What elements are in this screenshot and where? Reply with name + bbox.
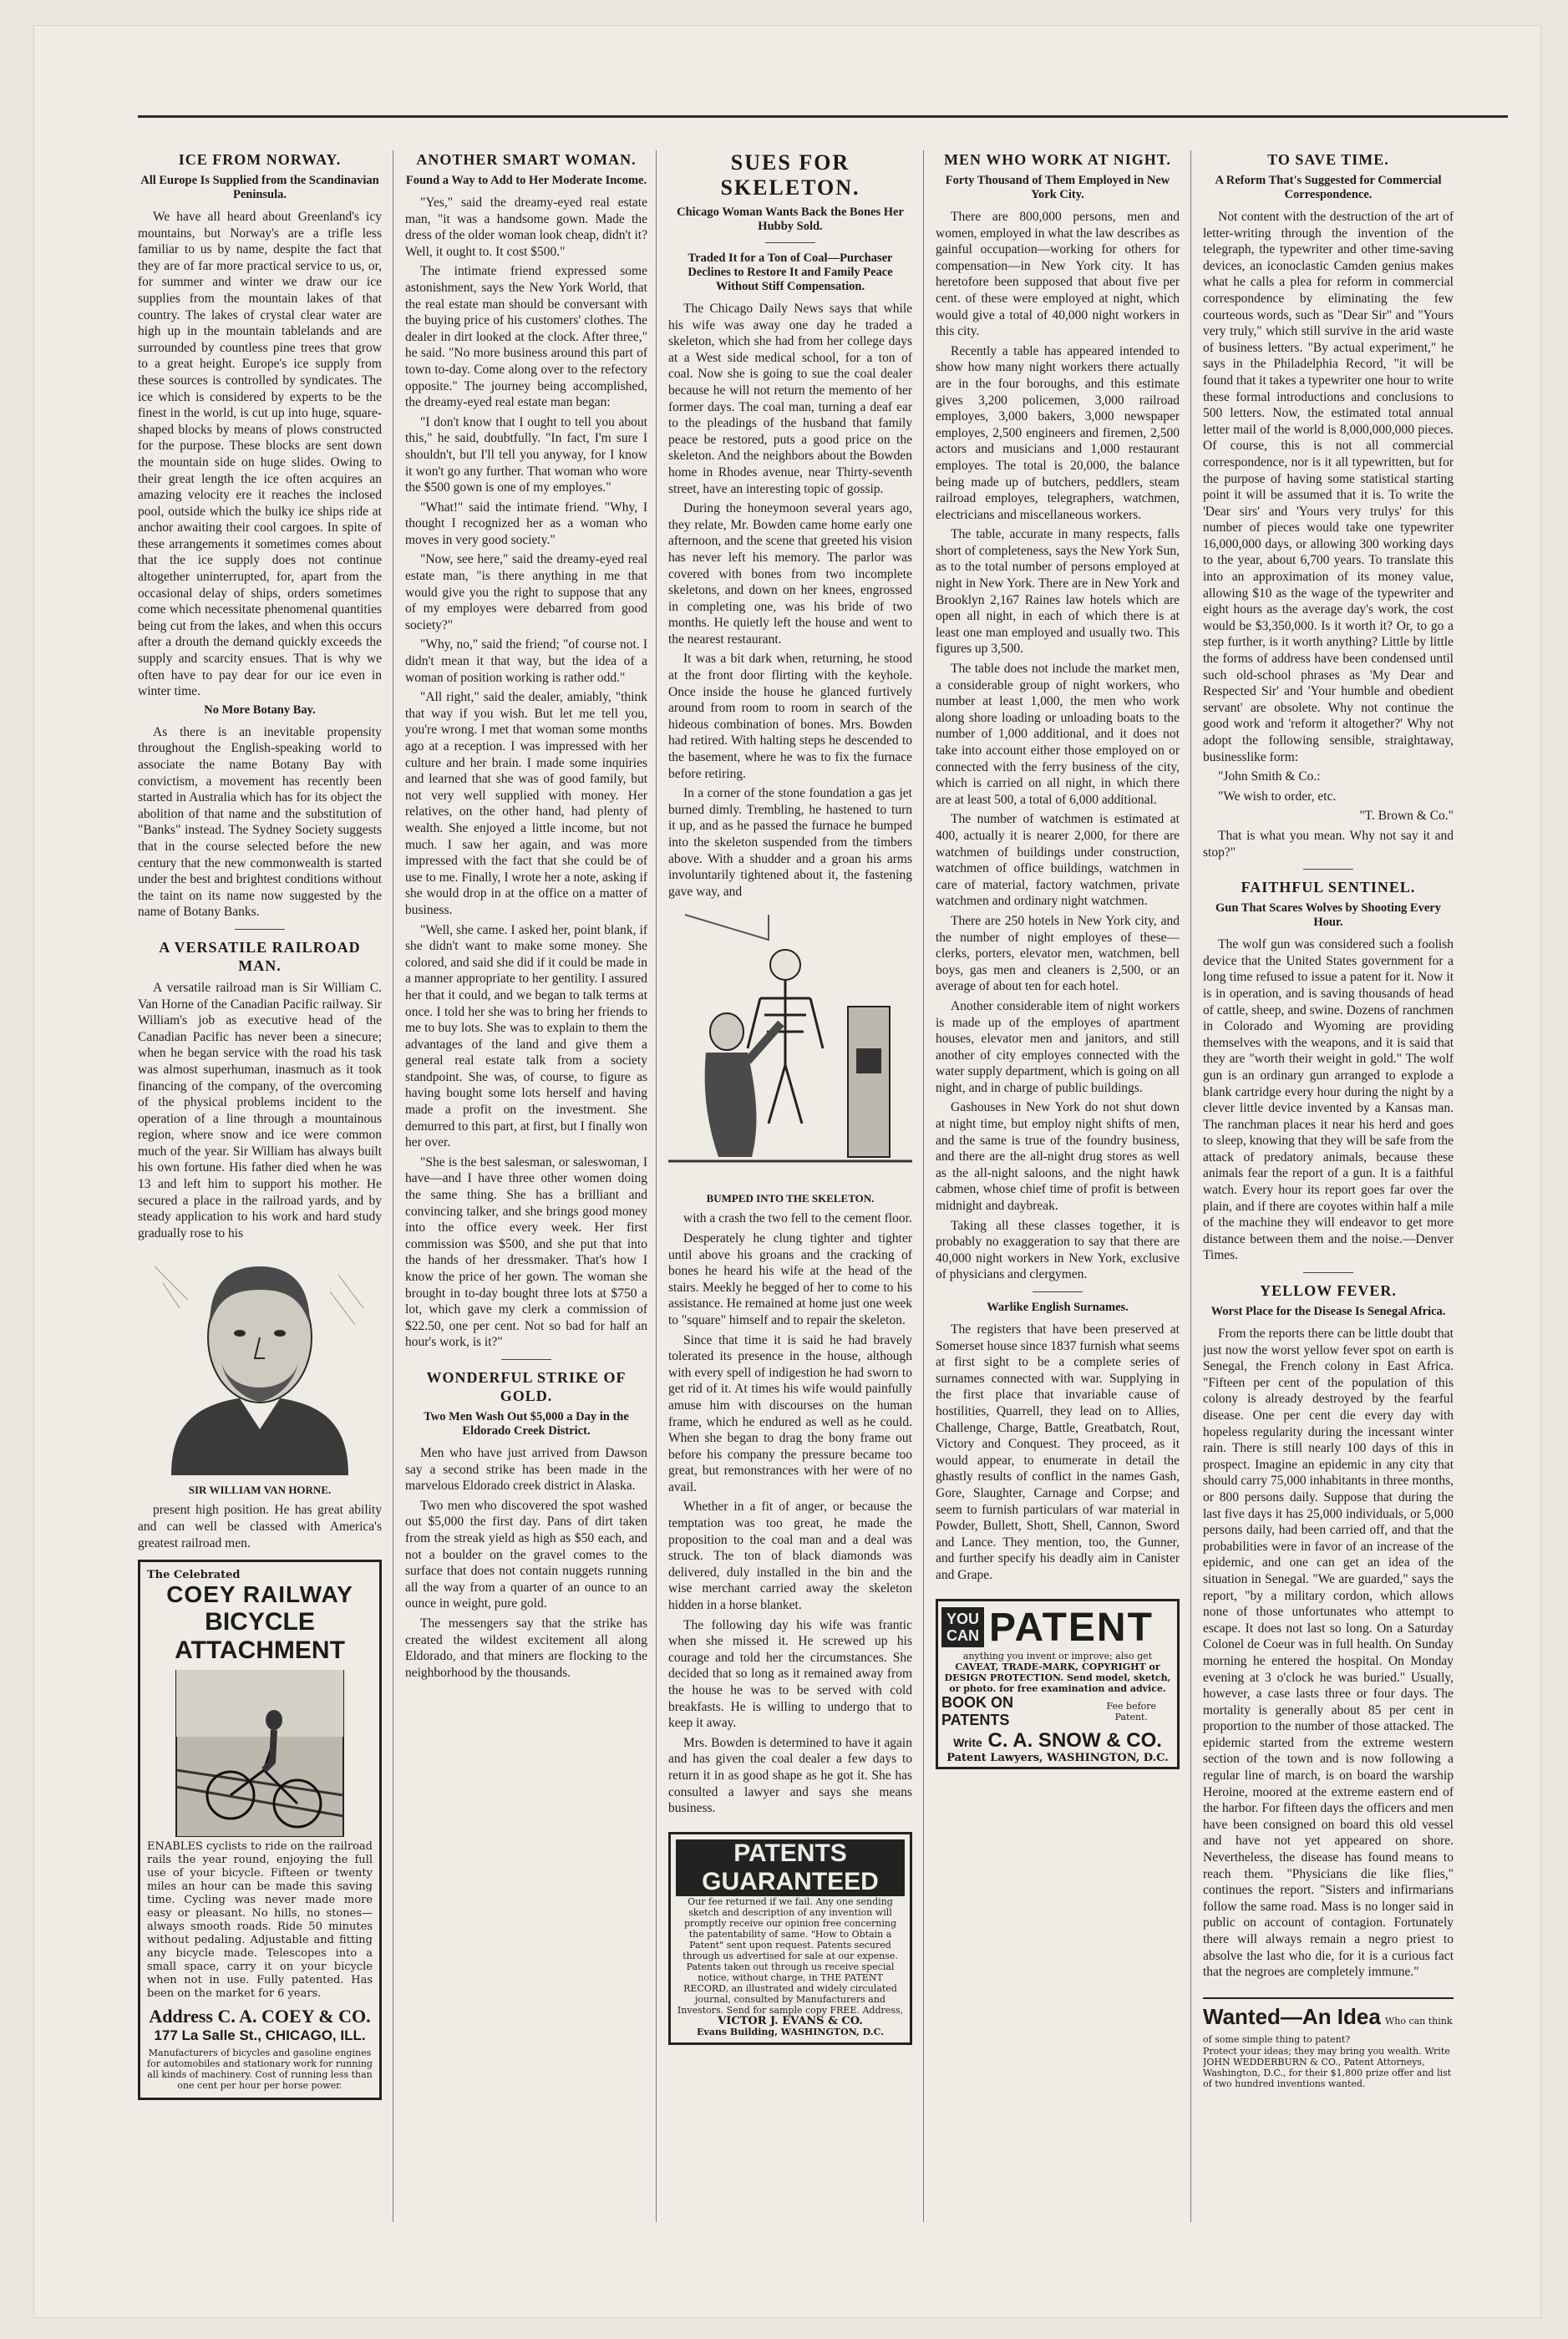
article-paragraph: The intimate friend expressed some astonishment, says the New York World, that the real estate man should be conversant with the buying price of his customers' clothes. The dealer in dirt looked at the clock. After three," he said. "No more business around this part of town to-day. Come along over to the refectory opposite." The journey being accomplished, the dreamy-eyed real estate man began: xyxy=(405,264,647,410)
ad-line: CAVEAT, TRADE-MARK, COPYRIGHT or DESIGN PROTECTION. Send model, sketch, or photo. for free examination and advice. xyxy=(944,1661,1171,1694)
article-title: WONDERFUL STRIKE OF GOLD. xyxy=(426,1368,627,1404)
article-paragraph: "She is the best salesman, or saleswoman, I have—and I have three other women doing the same thing. She has a brilliant and convincing talker, and she brings good money into the office every week. Her first commission was $500, and she put that into the hands of her dressmaker. That's how I know the price of her gown. The woman she brought in to-day bought three lots at $750 a lot, which gave my clerk a commission of $22.50, one per cent. Not so bad for half an hour's work, is it?" xyxy=(405,1154,647,1350)
article-paragraph: Recently a table has appeared intended to show how many night workers there actually are in the four boroughs, and this estimate gives 3,200 policemen, 3,000 railroad employes, 3,000 bakers, 3,000 newspaper employes, 2,500 engineers and firemen, 2,500 actors and musicians and 1,000 restaurant employes. The total is 20,000, the balance being made up of butchers, peddlers, steam railroad employes, telegraphers, watchmen, electricians and miscellaneous workers. xyxy=(936,343,1180,522)
ad-company xyxy=(147,2006,373,2027)
column-rule-2 xyxy=(656,150,657,2222)
article-paragraph: Another considerable item of night workers is made up of the employes of apartment houses, elevator men and janitors, and still another of city employes connected with the water supply department, which is going on all night, and in charge of public buildings. xyxy=(936,998,1180,1095)
portrait-caption: SIR WILLIAM VAN HORNE. xyxy=(188,1484,332,1497)
article-paragraph: Taking all these classes together, it is probably no exaggeration to say that there are 40,000 night workers in New York, exclusive of physicians and clergymen. xyxy=(936,1218,1180,1282)
ad-head: PATENTS GUARANTEED xyxy=(676,1839,905,1896)
newspaper-page xyxy=(33,25,1541,2318)
column-3 xyxy=(668,150,912,2289)
article-paragraph: There are 800,000 persons, men and women, employed in what the law describes as gainful occupation—working for others for compensation—in New York city. It has heretofore been supposed that about five per cent. of these were employed at night, which would give a total of 40,000 night workers in this city. xyxy=(936,210,1180,339)
article-paragraph: "What!" said the intimate friend. "Why, I thought I recognized her as a woman who moves in very good society." xyxy=(405,500,647,547)
column-rule-3 xyxy=(923,150,924,2222)
divider xyxy=(765,242,815,243)
article-paragraph: A versatile railroad man is Sir William C. Van Horne of the Canadian Pacific railway. Sir William's job as executive head of the Canadian Pacific has never been a sinecure; when he began service with the road his task was almost superhuman, inasmuch as it took financing of the company, of the overcoming of the physical problems incident to the operation of a line through a mountainous region, where snow and ice were common much of the year. Sir William has always built his own fortune. His father died when he was 13 and left him to support his mother. He secured a place in the railroad yards, and by steady application to his work and hard study gradually rose to his xyxy=(138,980,382,1241)
you-label: YOU xyxy=(946,1611,980,1627)
article-paragraph: The wolf gun was considered such a foolish device that the United States government for a long time refused to issue a patent for it. Now it is in operation, and is saving thousands of head of cattle, sheep, and swine. Dozens of ranchmen in Colorado and Wyoming are providing themselves with the weapons, and it is said that they are "worth their weight in gold." The wolf gun is an ordinary gun arranged to explode a blank cartridge every hour during the night by a clever little device invented by a Kansas man. The ranchman places it near his herd and goes to sleep, knowing that they will be safe from the attack of predatory animals, because these animals fear the report of a gun. It is a faithful watch. Every hour its report goes far over the plain, and if there are coyotes within half a mile of the machine they will endeavor to get more distance between them and the noise.—Denver Times. xyxy=(1203,937,1454,1263)
ad-kicker: The Celebrated xyxy=(147,1569,241,1582)
article-paragraph: Gashouses in New York do not shut down at night time, but employ night shifts of men, and the same is true of the foundry business, and there are the all-night drug stores as well as the all-night saloons, and the night hawk cabmen, whose chief time of profit is between midnight and daybreak. xyxy=(936,1100,1180,1214)
ad-body: Our fee returned if we fail. Any one sending sketch and description of any invention will promptly receive our opinion free concerning the patentability of same. "How to Obtain a Patent" sent upon request. Patents secured through us advertised for sale at our expense. Patents taken out through us receive special notice, without charge, in THE PATENT RECORD, an illustrated and widely circulated journal, consulted by Manufacturers and Investors. Send for sample copy FREE. Address, xyxy=(677,1895,904,2016)
article-deck: Traded It for a Ton of Coal—Purchaser Declines to Restore It and Family Peace Without Stiff Compensation. xyxy=(688,251,893,293)
column-1 xyxy=(138,150,382,2289)
ad-write: Write xyxy=(953,1735,982,1749)
ad-product: BICYCLE ATTACHMENT xyxy=(175,1608,345,1665)
ad-header xyxy=(941,1605,1174,1651)
article-paragraph: Two men who discovered the spot washed out $5,000 the first day. Pans of dirt taken from the streak yield as high as $50 each, and not a boulder on the gravel comes to the surface that does not contain nuggets running all the way from a quarter of an ounce to an ounce in weight, pure gold. xyxy=(405,1498,647,1611)
article-title: MEN WHO WORK AT NIGHT. xyxy=(944,151,1171,168)
patents-guaranteed-ad xyxy=(668,1832,912,2045)
article-paragraph: From the reports there can be little doubt that just now the worst yellow fever spot on earth is Senegal, the French colony in East Africa. "Fifteen per cent of the population of this colony is already destroyed by the fearful disease. One per cent die every day with hopeless regularity during the incessant winter rain. There is still nearly 100 days of this in prospect. Imagine an epidemic in any city that should carry 75,000 inhabitants in three months, or 800 persons daily. Suppose that during the last five days it has 25,000 individuals, or 5,000 persons daily, had been carried off, and that the probabilities were in favor of an increase of the epidemic, and one can get an idea of the situation in Senegal. "We are guarded," says the report, "by a military cordon, which allows none of those unfortunates who attempt to escape. It does not last so long. On a Saturday Colonel de Coeur was in full health. On Sunday morning he entered the hospital. On Monday evening at 3 o'clock he was buried." Usually, however, a case lasts three or four days. The mortality is generally about 85 per cent in proportion to the number of those attacked. The epidemic started from the extreme western section of the town and is now following a regular line of march, is on board the warship Heroine, moored at the extreme eastern end of the harbor. For fifteen days the officers and men have been consigned on board this old vessel and have not yet appeared on shore. Nevertheless, the disease has found means to reach them. "Physicians die like flies," continues the report. "Sisters and infirmarians follow the same road. Mass is no longer said in public on account of contagion. Fortunately there will always remain a negro priest to absolve the last who die, for it is a curious fact that the negroes are completely immune." xyxy=(1203,1327,1454,1980)
article-subtitle: Worst Place for the Disease Is Senegal Africa. xyxy=(1210,1305,1446,1319)
article-paragraph: Whether in a fit of anger, or because the temptation was too great, he made the proposition to the coal man and a deal was struck. The ton of black diamonds was delivered, duly installed in the bin and the wise merchant carried away the skeleton hidden in a horse blanket. xyxy=(668,1499,912,1613)
top-rule xyxy=(138,115,1508,118)
skeleton-illustration xyxy=(668,906,912,1185)
article-paragraph: It was a bit dark when, returning, he stood at the front door flirting with the keyhole. Once inside the house he glanced furtively around from room to room in search of the hideous combination of bones. Mrs. Bowden had retired. With halting steps he descended to the basement, where he was to fix the furnace before retiring. xyxy=(668,652,912,781)
you-can-badge xyxy=(941,1607,984,1647)
column-5 xyxy=(1203,150,1454,2289)
ad-company-name: C. A. COEY & CO. xyxy=(217,2006,371,2027)
ad-footnote: Manufacturers of bicycles and gasoline engines for automobiles and stationary work for running all kinds of machinery. Cost of running less than one cent per hour per horse power. xyxy=(147,2047,373,2092)
article-paragraph: Men who have just arrived from Dawson say a second strike has been made in the marvelous Eldorado creek district in Alaska. xyxy=(405,1445,647,1494)
article-paragraph: The registers that have been preserved at Somerset house since 1837 furnish what seems at first sight to be a complete series of surnames connected with war. Supplying in the first place that invariable cause of hostilities, Quarrell, they lead on to Allies, Challenge, Charge, Battle, Greatbatch, Rout, Victory and Conquest. They proceed, as it would appear, to enumerate in detail the ghastly results of conflict in the names Gash, Gore, Slaughter, Carnage and Corpse; and seem to furnish particulars of war material in Powder, Bullett, Shott, Shell, Cannon, Sword and Lance. They mention, too, the Gunner, and further specify his deadly aim in Canister and Grape. xyxy=(936,1322,1180,1582)
ad-fee: Fee before Patent. xyxy=(1106,1700,1157,1723)
article-paragraph: There are 250 hotels in New York city, and the number of night employes of these—clerks, porters, elevator men, watchmen, bell boys, gas men and cleaners is 2,500, or an average of about ten for each hotel. xyxy=(936,913,1180,994)
article-title: YELLOW FEVER. xyxy=(1260,1282,1397,1300)
column-4 xyxy=(936,150,1180,2289)
article-paragraph: Since that time it is said he had bravely tolerated its presence in the house, although with every spell of indigestion he had sworn to get rid of it. At times his wife would painfully amuse him with discourses on the human frame, which he endured as well as he could. When she began to drag the bony frame out before his company the pressure became too great, but remonstrances with her were of no avail. xyxy=(668,1332,912,1494)
ad-address: Evans Building, WASHINGTON, D.C. xyxy=(696,2026,885,2037)
article-subtitle: A Reform That's Suggested for Commercial Correspondence. xyxy=(1215,174,1442,201)
article-title: SUES FOR SKELETON. xyxy=(720,150,860,200)
article-paragraph: "Now, see here," said the dreamy-eyed real estate man, "is there anything in me that would give you the right to suppose that any of my employes were debarred from good society?" xyxy=(405,552,647,632)
article-paragraph: "Yes," said the dreamy-eyed real estate man, "it was a handsome gown. Made the dress of the older woman look cheap, didn't it? Well, it ought to. It cost $500." xyxy=(405,195,647,259)
article-paragraph: The table, accurate in many respects, falls short of completeness, says the New York Sun, as to the total number of persons employed at night in New York. There are in New York and Brooklyn 2,167 Raines law hotels which are open all night, in each of which there is at least one man employed and usually two. This figures up 3,500. xyxy=(936,527,1180,657)
divider xyxy=(1033,1291,1083,1292)
portrait-illustration xyxy=(138,1250,382,1479)
article-paragraph: During the honeymoon several years ago, they relate, Mr. Bowden came home early one afternoon, and the scene that greeted his vision has never left his memory. The parlor was covered with bones from two incomplete skeletons, and down on her knees, engrossed in completing one, was his bride of two months. He quietly left the house and went to the nearest restaurant. xyxy=(668,501,912,647)
ad-line: anything you invent or improve; also get xyxy=(962,1650,1153,1662)
article-paragraph: We have all heard about Greenland's icy mountains, but Norway's are a trifle less familiar to us by name, despite the fact that they are of far more practical service to us, or, for summer and winter we draw our ice supplies from the mountain lakes of that country. The lakes of crystal clear water are high up in the mountain tablelands and are surrounded by countless pine trees that grow to a great height. Europe's ice supply from these sources is controlled by syndicates. The ice which is considered by experts to be the finest in the world, is cut up into huge, square-shaped blocks by means of plows constructed for the purpose. These blocks are sent down the mountain side on huge slides. Owing to their great length the ice often acquires an amazing velocity ere it reaches the inclosed pool, outside which the bulky ice ships ride at anchor awaiting their cool cargoes. In spite of these arrangements it sometimes comes about that the ice supply does not continue altogether uninterrupted, for, apart from the occasional delay of ships, orders sometimes come which necessitate phenomenal quantities being cut from the lakes, and when this occurs after a drouth the demand quickly exceeds the supply and scarcity ensues. That is why we often have to pay dear for our ice even in winter time. xyxy=(138,210,382,699)
article-title: ANOTHER SMART WOMAN. xyxy=(416,151,637,168)
column-rule-4 xyxy=(1190,150,1191,2222)
illustration-caption: BUMPED INTO THE SKELETON. xyxy=(706,1192,875,1205)
divider xyxy=(1303,1272,1353,1273)
article-subtitle: Chicago Woman Wants Back the Bones Her Hubby Sold. xyxy=(677,205,904,233)
article-paragraph: In a corner of the stone foundation a gas jet burned dimly. Trembling, he hastened to turn it up, and as he passed the furnace he bumped into the skeleton suspended from the timbers above. With a shudder and a groan his arms involuntarily tightened about it, the fastening gave way, and xyxy=(668,786,912,899)
article-paragraph: That is what you mean. Why not say it and stop?" xyxy=(1203,828,1454,860)
article-paragraph: The Chicago Daily News says that while his wife was away one day he traded a skeleton, which she had from her college days at a West side medical school, for a ton of coal. Now she is going to sue the coal dealer because he will not return the memento of her former days. The coal man, turning a deaf ear to the pleadings of the husband that family peace be restored, puts a good price on the skeleton. And the neighbors about the Bowden home in Rhodes avenue, near Thirty-seventh street, have an interesting topic of gossip. xyxy=(668,302,912,496)
article-title: FAITHFUL SENTINEL. xyxy=(1241,879,1416,896)
article-title: A VERSATILE RAILROAD MAN. xyxy=(159,938,361,974)
article-paragraph: "Well, she came. I asked her, point blank, if she didn't want to make some money. She colored, and said she did if it could be made in a manner appropriate to her gentility. I assured her that it could, and we began to talk terms at once. I told her she was to bring her friends to me to buy lots. She was to explain to them the advantages of the land and give them a general real estate talk from a society standpoint. She was, of course, to figure as having bought some lots herself and having made a profit on the investment. She demurred to this part, at first, but I finally won her over. xyxy=(405,922,647,1150)
divider xyxy=(1303,869,1353,870)
article-subtitle: Gun That Scares Wolves by Shooting Every Hour. xyxy=(1215,901,1441,930)
article-paragraph: The table does not include the market men, a considerable group of night workers, who number at least 1,000, the men who work along shore loading or unloading boats to the number of 1,000 additional, and it does not take into account either those employed on or connected with the ferry business of the city, which is carried on all night, in which there are at least 500, a total of 6,000 additional. xyxy=(936,662,1180,807)
article-paragraph: "Why, no," said the friend; "of course not. I didn't mean it that way, but the idea of a woman of position working is rather odd." xyxy=(405,637,647,685)
ad-address-label: Address xyxy=(149,2006,213,2027)
coey-bicycle-ad xyxy=(138,1560,382,2100)
article-subtitle: All Europe Is Supplied from the Scandinavian Peninsula. xyxy=(140,174,379,201)
ad-side: Who can think of some simple thing to patent? xyxy=(1203,2015,1453,2045)
ad-book-row xyxy=(941,1694,1174,1729)
article-paragraph: Desperately he clung tighter and tighter until above his groans and the cracking of bones he heard his wife at the head of the stairs. Meekly he begged of her to come to his assistance. He remained at home just one week to "square" himself and to repair the skeleton. xyxy=(668,1230,912,1327)
you-can-patent-ad xyxy=(936,1599,1180,1769)
column-2 xyxy=(405,150,647,2289)
ad-body: Protect your ideas; they may bring you wealth. Write JOHN WEDDERBURN & CO., Patent Attorneys, Washington, D.C., for their $1,800 prize offer and list of two hundred inventions wanted. xyxy=(1203,2045,1452,2089)
article-subtitle: No More Botany Bay. xyxy=(204,703,316,717)
ad-head: Wanted—An Idea xyxy=(1203,2003,1381,2029)
quote-line: "T. Brown & Co." xyxy=(1359,809,1454,824)
bicycle-illustration xyxy=(147,1670,373,1840)
article-paragraph: "All right," said the dealer, amiably, "think that way if you wish. But let me tell you, you're wrong. I met that woman some months ago at a reception. I was impressed with her culture and her brain. I made some inquiries and learned that she was of good family, but not very well supplied with money. Her relatives, on the other hand, had plenty of wealth. She enjoyed a little income, but not much. I saw her again, and was more impressed with the fact that she could be of use to me. Finally, I wrote her a note, asking if she would drop in at the office on a matter of business. xyxy=(405,690,647,917)
article-paragraph: Mrs. Bowden is determined to have it again and has given the coal dealer a few days to return it in as good shape as he got it. She has consulted a lawyer and says she means business. xyxy=(668,1735,912,1816)
article-paragraph: As there is an inevitable propensity throughout the English-speaking world to associate the name Botany Bay with convictism, a movement has recently been started in Australia which has for its object the abolition of that name and the substitution of "Banks" instead. The Sydney Society suggests that in the course selected before the new century that the new commonwealth is started under the best and brightest conditions without the taint on its name now suggested by the name of Botany Banks. xyxy=(138,724,382,920)
ad-company: VICTOR J. EVANS & CO. xyxy=(718,2014,863,2027)
article-subtitle: Found a Way to Add to Her Moderate Income. xyxy=(405,174,647,187)
ad-brand: COEY RAILWAY xyxy=(166,1581,353,1608)
ad-company xyxy=(941,1729,1174,1753)
article-paragraph: The number of watchmen is estimated at 400, actually it is nearer 2,000, for there are watchmen of buildings under construction, watchmen of office buildings, watchmen in care of material, factory watchmen, private watchmen and ordinary night watchmen. xyxy=(936,812,1180,909)
divider xyxy=(501,1359,551,1360)
article-paragraph: with a crash the two fell to the cement floor. xyxy=(683,1211,912,1226)
article-title: ICE FROM NORWAY. xyxy=(178,151,342,168)
patent-wordmark: PATENT xyxy=(989,1605,1154,1650)
article-paragraph: present high position. He has great ability and can well be classed with America's greatest railroad men. xyxy=(138,1503,382,1550)
wanted-an-idea-ad xyxy=(1203,1997,1454,2089)
article-paragraph: The messengers say that the strike has created the wildest excitement all along Eldorado, and that miners are flocking to the neighborhood by the thousands. xyxy=(405,1616,647,1680)
quote-line: "We wish to order, etc. xyxy=(1218,789,1337,804)
ad-company-name: C. A. SNOW & CO. xyxy=(987,1728,1162,1752)
article-paragraph: "I don't know that I ought to tell you about this," he said, doubtfully. "In fact, I'm sure I shouldn't, but I'll tell you anyway, for I know it won't go any further. That woman who wore the $500 gown is one of my employes." xyxy=(405,414,647,495)
article-title: TO SAVE TIME. xyxy=(1267,151,1389,168)
can-label: CAN xyxy=(946,1627,979,1644)
ad-street: 177 La Salle St., CHICAGO, ILL. xyxy=(154,2027,366,2044)
ad-body: ENABLES cyclists to ride on the railroad rails the year round, enjoying the full use of your bicycle. Fifteen or twenty miles an hour can be made this saving time. Cycling was never made more easy or pleasant. No hills, no stones—always smooth roads. Ride 50 minutes without pedaling. Adjustable and fitting any bicycle made. Telescopes into a small space, carry it on your bicycle when not in use. Fully patented. Has been on the market for 6 years. xyxy=(147,1840,373,2001)
article-subtitle: Forty Thousand of Them Employed in New York City. xyxy=(945,174,1170,201)
article-title: Warlike English Surnames. xyxy=(987,1301,1129,1314)
divider xyxy=(235,929,285,930)
ad-footer: Patent Lawyers, WASHINGTON, D.C. xyxy=(946,1751,1169,1764)
quote-line: "John Smith & Co.: xyxy=(1218,769,1321,784)
ad-book: BOOK ON PATENTS xyxy=(941,1693,1014,1728)
article-paragraph: Not content with the destruction of the art of letter-writing through the invention of the telegraph, the typewriter and other time-saving devices, an iconoclastic Camden genius makes what he calls a plea for reform in commercial correspondence by eliminating the few courteous words, such as "Dear Sir" and "Yours very truly," which still survive in the arid waste of business letters. "By actual experiment," he says in the Philadelphia Record, "it will be found that it takes a typewriter one hour to write these formal introductions and conclusions to 500 letters. Now, the estimated total annual letter mail of the world is 8,000,000,000 pieces. Of course, this is not all commercial correspondence, nor is it all typewritten, but for the purpose of having some statistical starting point it will be assumed that it is. To write the 'Dear sirs' and 'Yours very trulys' for this number of pieces would take one typewriter 16,000,000 days, or allowing 300 working days to the year, about 6,700 years. To translate this into an approximation of its money value, allowing $10 as the wage of the typewriter and eight hours as the average day's work, the cost would be $3,350,000. Is it worth it? Or, to go a step further, is it worth anything? Little by little the forms of address have been condensed until such old-school phrases as 'My Dear and Respected Sir' and 'Your humble and obedient servant' are obsolete. Why not continue the good work and 'reform it altogether?' Why not adopt the following sensible, straightaway, businesslike form: xyxy=(1203,210,1454,764)
article-paragraph: The following day his wife was frantic when she missed it. He screwed up his courage and told her the circumstances. She decided that so long as it remained away from the house he was to be served with cold breakfasts. He is willing to undergo that to keep it away. xyxy=(668,1617,912,1731)
article-subtitle: Two Men Wash Out $5,000 a Day in the Eldorado Creek District. xyxy=(424,1409,629,1438)
